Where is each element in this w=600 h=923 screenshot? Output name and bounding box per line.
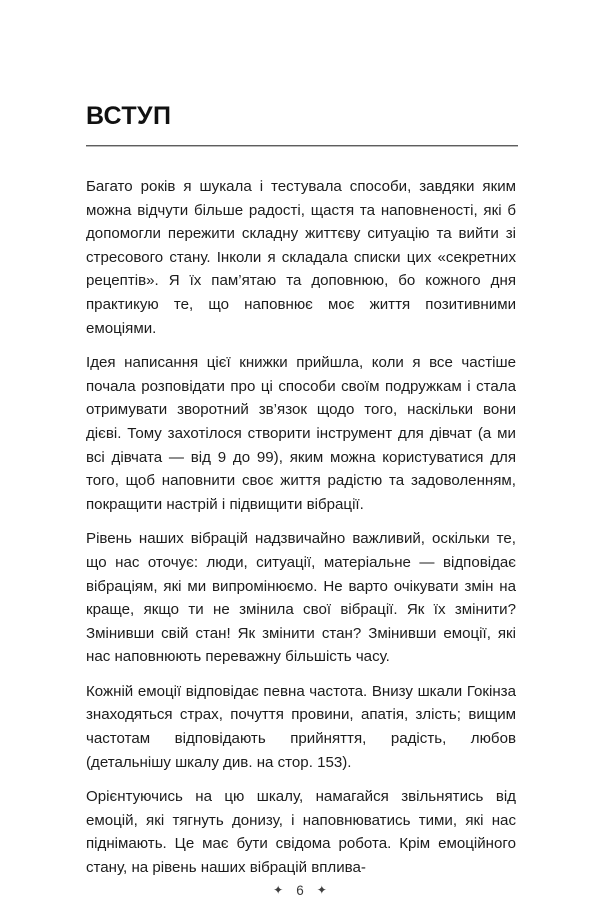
page-content-area — [86, 0, 516, 880]
page-number: 6 — [296, 883, 304, 898]
paragraph: Орієнтуючись на цю шкалу, намагайся звільнятись від емоцій, які тягнуть донизу, і наповнюватись тими, які нас піднімають. Це має бути свідома робота. Крім емоційного стану, на рівень наших вібрацій вплива- — [86, 788, 516, 877]
title-divider — [86, 145, 518, 147]
paragraph: Багато років я шукала і тестувала способи, завдяки яким можна відчути більше радості, щастя та наповненості, які б допомогли пережити складну життєву ситуацію та вийти зі стресового стану. Інколи я складала списки цих «секретних рецептів». Я їх пам’ятаю та доповнюю, бо кожного дня практикую те, що наповнює моє життя позитивними емоціями. — [86, 178, 516, 337]
paragraph: Ідея написання цієї книжки прийшла, коли я все частіше почала розповідати про ці способи своїм подружкам і стала отримувати зворотний зв’язок щодо того, наскільки вони дієві. Тому захотілося створити інструмент для дівчат (а ми всі дівчата — від 9 до 99), яким можна користуватися для того, щоб наповнити своє життя радістю та задоволенням, покращити настрій і підвищити вібрації. — [86, 354, 516, 513]
paragraph: Кожній емоції відповідає певна частота. Внизу шкали Гокінза знаходяться страх, почуття провини, апатія, злість; вищим частотам відповідають прийняття, радість, любов (детальнішу шкалу див. на стор. 153). — [86, 682, 516, 771]
page-footer — [0, 884, 600, 898]
paragraph: Рівень наших вібрацій надзвичайно важливий, оскільки те, що нас оточує: люди, ситуації, матеріальне — відповідає вібраціям, які ми випромінюємо. Не варто очікувати змін на краще, якщо ти не змінила свої вібрації. Як їх змінити? Змінивши свій стан! Як змінити стан? Змінивши емоції, які нас наповнюють переважну більшість часу. — [86, 530, 516, 666]
star-ornament-icon: ✦ — [273, 882, 284, 897]
page-title: ВСТУП — [86, 102, 172, 130]
star-ornament-icon: ✦ — [316, 882, 327, 897]
body-text — [86, 175, 516, 880]
